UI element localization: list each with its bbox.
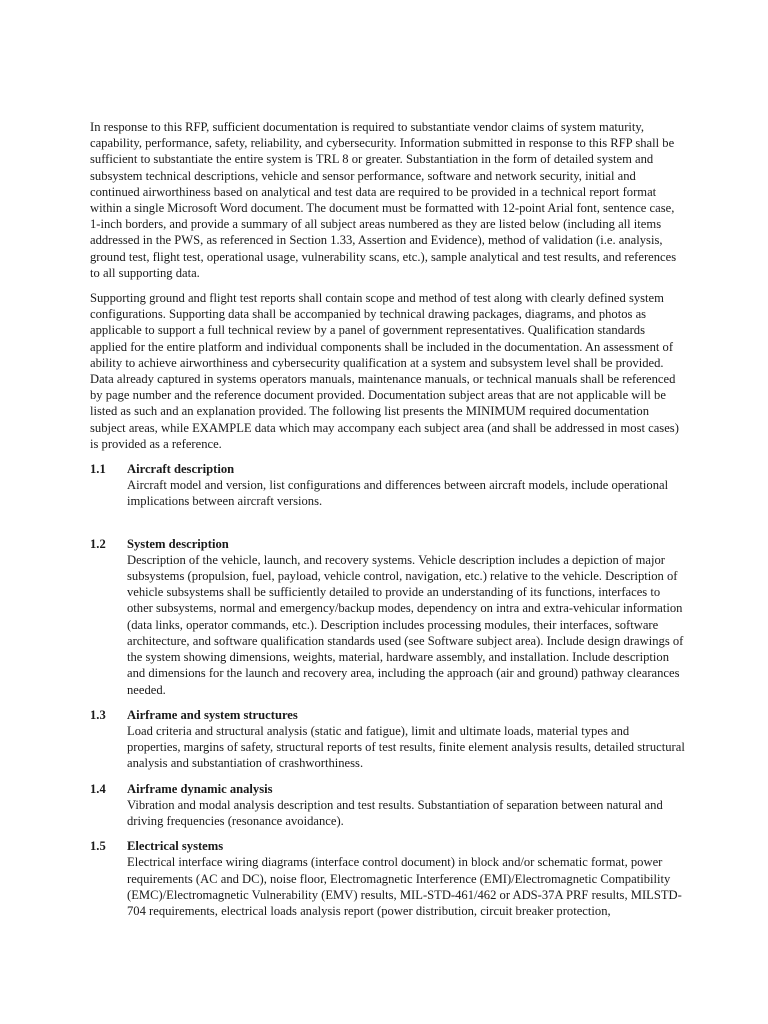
section-aircraft-description: [90, 461, 685, 510]
section-number: 1.4: [90, 781, 106, 796]
section-body: Load criteria and structural analysis (static and fatigue), limit and ultimate loads, material types and properties, margins of safety, structural reports of test results, finite element analysis results, detailed structural analysis and substantiation of crashworthiness.: [127, 723, 685, 771]
section-title: Airframe and system structures: [127, 707, 298, 722]
section-title: System description: [127, 536, 229, 551]
intro-paragraph-2: Supporting ground and flight test reports shall contain scope and method of test along with clearly defined system configurations. Supporting data shall be accompanied by technical drawing packages, diagrams, and photos as applicable to support a full technical review by a panel of government representatives. Qualification standards applied for the entire platform and individual components shall be included in the documentation. An assessment of ability to achieve airworthiness and cybersecurity qualification at a system and subsystem level shall be provided. Data already captured in systems operators manuals, maintenance manuals, or technical manuals shall be referenced by page number and the reference document provided. Documentation subject areas that are not applicable will be listed as such and an explanation provided. The following list presents the MINIMUM required documentation subject areas, while EXAMPLE data which may accompany each subject area (and shall be addressed in most cases) is provided as a reference.: [90, 291, 679, 451]
section-body: Aircraft model and version, list configurations and differences between aircraft models, include operational implications between aircraft versions.: [127, 478, 669, 509]
section-number: 1.3: [90, 707, 106, 722]
section-number: 1.1: [90, 462, 106, 477]
section-number: 1.5: [90, 839, 106, 854]
section-title: Airframe dynamic analysis: [127, 781, 273, 796]
section-body: Electrical interface wiring diagrams (interface control document) in block and/or schematic format, power requirements (AC and DC), noise floor, Electromagnetic Interference (EMI)/Electromagnetic Compatibility (EMC)/Electromagnetic Vulnerability (EMV) results, MIL-STD-461/462 or ADS-37A PRF results, MILSTD-704 requirements, electrical loads analysis report (power distribution, circuit breaker protection,: [127, 855, 682, 918]
section-system-description: [90, 536, 685, 698]
section-body: Vibration and modal analysis description and test results. Substantiation of separation between natural and driving frequencies (resonance avoidance).: [127, 797, 663, 828]
section-airframe-structures: [90, 707, 685, 772]
section-airframe-dynamic-analysis: [90, 781, 685, 830]
section-number: 1.2: [90, 536, 106, 551]
section-electrical-systems: [90, 838, 685, 919]
intro-paragraph-1: In response to this RFP, sufficient documentation is required to substantiate vendor claims of system maturity, capability, performance, safety, reliability, and cybersecurity. Information submitted in response to this RFP shall be sufficient to substantiate the entire system is TRL 8 or greater. Substantiation in the form of detailed system and subsystem technical descriptions, vehicle and sensor performance, software and network security, initial and continued airworthiness based on analytical and test data are required to be provided in a technical report format within a single Microsoft Word document. The document must be formatted with 12-point Arial font, sentence case, 1-inch borders, and provide a summary of all subject areas numbered as they are listed below (including all items addressed in the PWS, as referenced in Section 1.33, Assertion and Evidence), method of validation (i.e. analysis, ground test, flight test, operational usage, vulnerability scans, etc.), sample analytical and test results, and references to all supporting data.: [90, 120, 677, 280]
document-page: [90, 119, 685, 919]
section-title: Aircraft description: [127, 462, 235, 477]
section-title: Electrical systems: [127, 839, 224, 854]
section-body: Description of the vehicle, launch, and recovery systems. Vehicle description includes a depiction of major subsystems (propulsion, fuel, payload, vehicle control, navigation, etc.) relative to the vehicle. Description of vehicle subsystems shall be sufficiently detailed to provide an understanding of its functions, interfaces to other subsystems, normal and emergency/backup modes, dependency on intra and extra-vehicular information (data links, operator commands, etc.). Description includes processing modules, their interfaces, software architecture, and software qualification standards used (see Software subject area). Include design drawings of the system showing dimensions, weights, material, hardware assembly, and installation. Include description and dimensions for the launch and recovery area, including the approach (air and ground) pathway clearances needed.: [127, 552, 684, 697]
